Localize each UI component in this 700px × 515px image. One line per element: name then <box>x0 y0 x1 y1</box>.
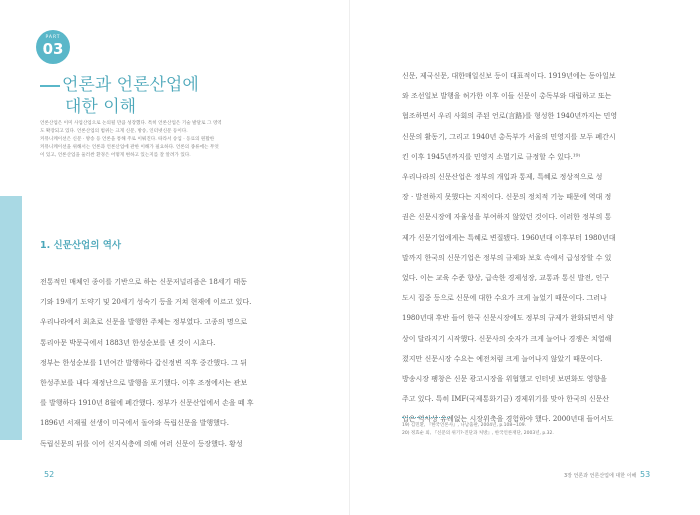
body-line: 도시 집중 등으로 신문에 대한 수요가 크게 늘었기 때문이다. 그러나 <box>402 294 607 303</box>
body-line: 권은 신문시장에 자율성을 부여하지 않았던 것이다. 이러한 정부의 통 <box>402 213 612 222</box>
running-head: 3장 언론과 언론산업에 대한 이해 <box>564 473 637 479</box>
body-line: 한성주보를 내다 재정난으로 발행을 포기했다. 이후 조정에서는 관보 <box>40 379 248 388</box>
section-title: 1. 신문산업의 역사 <box>40 240 122 251</box>
body-line: 1896년 서재필 선생이 미국에서 돌아와 독립신문을 발행했다. <box>40 419 229 428</box>
body-line: 신문의 활동기, 그리고 1940년 총독부가 서울의 민영지를 모두 폐간시 <box>402 132 616 141</box>
body-line: 와 조선일보 발행을 허가한 이후 이들 신문이 총독부와 대립하고 또는 <box>402 92 612 101</box>
footnote: 20) 정효순 외, 『신문의 위기?-진단과 처방』, 한국언론재단, 2003년, p.32. <box>402 430 554 436</box>
body-line: 전통적인 매체인 종이를 기반으로 하는 신문저널리즘은 18세기 태동 <box>40 278 248 286</box>
body-line: 1980년대 후반 들어 한국 신문시장에도 정부의 규제가 완화되면서 양 <box>402 314 614 323</box>
body-line: 우리나라에서 최초로 신문을 발행한 주체는 정부였다. 고종의 명으로 <box>40 318 248 327</box>
body-line: 주고 있다. 특히 IMF(국제통화기금) 경제위기를 맞아 한국의 신문산 <box>402 395 610 404</box>
intro-line: 커뮤니케이션은 신문 · 방송 등 언론을 통해 주로 이뤄진다. 따라서 송입 · 동료의 원활한 <box>40 137 215 142</box>
right-body-text <box>402 66 664 430</box>
part-badge <box>36 30 70 64</box>
page-number-right: 53 <box>640 470 651 479</box>
body-line: 장 · 발전하지 못했다는 지적이다. 신문의 정치적 기능 때문에 역대 정 <box>402 193 612 202</box>
body-line: 정부는 한성순보를 1년여간 발행하다 갑신정변 직후 중간했다. 그 뒤 <box>40 358 248 367</box>
side-tab-decoration <box>0 196 22 440</box>
body-line: 협조하면서 우리 사회의 주된 언로(言路)를 형성한 1940년까지는 민영 <box>402 112 618 121</box>
chapter-title-line1: 언론과 언론산업에 <box>62 75 199 95</box>
left-body-text <box>40 272 302 454</box>
intro-line: 이 있고, 언론산업을 둘러싼 환경은 어떻게 변하고 있는지를 잘 알려가 있다. <box>40 153 191 158</box>
intro-line: 커뮤니케이션을 위해서는 언론과 언론산업에 관한 이해가 필요하다. 언론의 종류에는 무엇 <box>40 145 219 150</box>
body-line: 독립신문의 뒤를 이어 신지식층에 의해 여러 신문이 등장했다. 황성 <box>40 439 243 448</box>
body-line: 신문, 제국신문, 대한매일신보 등이 대표적이다. 1919년에는 동아일보 <box>402 72 616 80</box>
body-line: 말까지 한국의 신문기업은 정부의 규제와 보호 속에서 급성장할 수 있 <box>402 253 612 262</box>
body-line: 상이 달라지기 시작했다. 신문사의 숫자가 크게 늘어나 경쟁은 치열해 <box>402 334 612 343</box>
intro-line: 도 확장되고 있다. 언론산업의 범위는 크게 신문, 방송, 인터넷신문 등이다. <box>40 129 188 134</box>
chapter-title <box>62 74 322 118</box>
body-line: 통리아문 박문국에서 1883년 한성순보를 낸 것이 시초다. <box>40 338 216 347</box>
chapter-title-line2: 대한 이해 <box>65 97 137 117</box>
footnote: 19) 김민환, 『한국언론사』, 나남출판, 2004년, p.108~109. <box>402 423 526 428</box>
body-line: 졌지만 신문시장 수요는 예전처럼 크게 늘어나지 않았기 때문이다. <box>402 354 603 363</box>
footnote-divider <box>402 417 450 418</box>
body-line: 제가 신문기업에게는 특혜로 변질됐다. 1960년대 이후부터 1980년대 <box>402 233 616 242</box>
page-number-left: 52 <box>44 470 55 479</box>
part-number: 03 <box>42 40 64 58</box>
page-gutter <box>349 0 350 515</box>
body-line: 었다. 이는 교육 수준 향상, 급속한 경제성장, 교통과 통신 발전, 인구 <box>402 274 609 283</box>
body-line: 방송시장 팽창은 신문 광고시장을 위협했고 인터넷 보편화도 영향을 <box>402 375 607 384</box>
body-line: 우리나라의 신문산업은 정부의 개입과 통제, 특혜로 정상적으로 성 <box>402 173 603 182</box>
body-line: 기와 19세기 도약기 및 20세기 성숙기 등을 거쳐 현재에 이르고 있다. <box>40 298 252 307</box>
body-line: 업은 역사상 유례없는 시장위축을 경험하야 했다. 2000년대 들어서도 <box>402 415 614 424</box>
intro-line: 언론산업은 이미 사업산업으로 논의될 만큼 성장했다. 특히 언론산업은 기술 발달로 그 영역 <box>40 121 222 126</box>
body-line: 를 발행하다 1910년 8월에 폐간했다. 정부가 신문산업에서 손을 떼 후 <box>40 399 254 408</box>
title-dash-icon <box>40 85 60 87</box>
body-line: 킨 이후 1945년까지를 민영지 소멸기로 규정할 수 있다.¹⁹⁾ <box>402 152 581 161</box>
part-label: PART <box>45 35 61 40</box>
chapter-intro <box>40 120 302 160</box>
footnotes <box>402 422 554 437</box>
